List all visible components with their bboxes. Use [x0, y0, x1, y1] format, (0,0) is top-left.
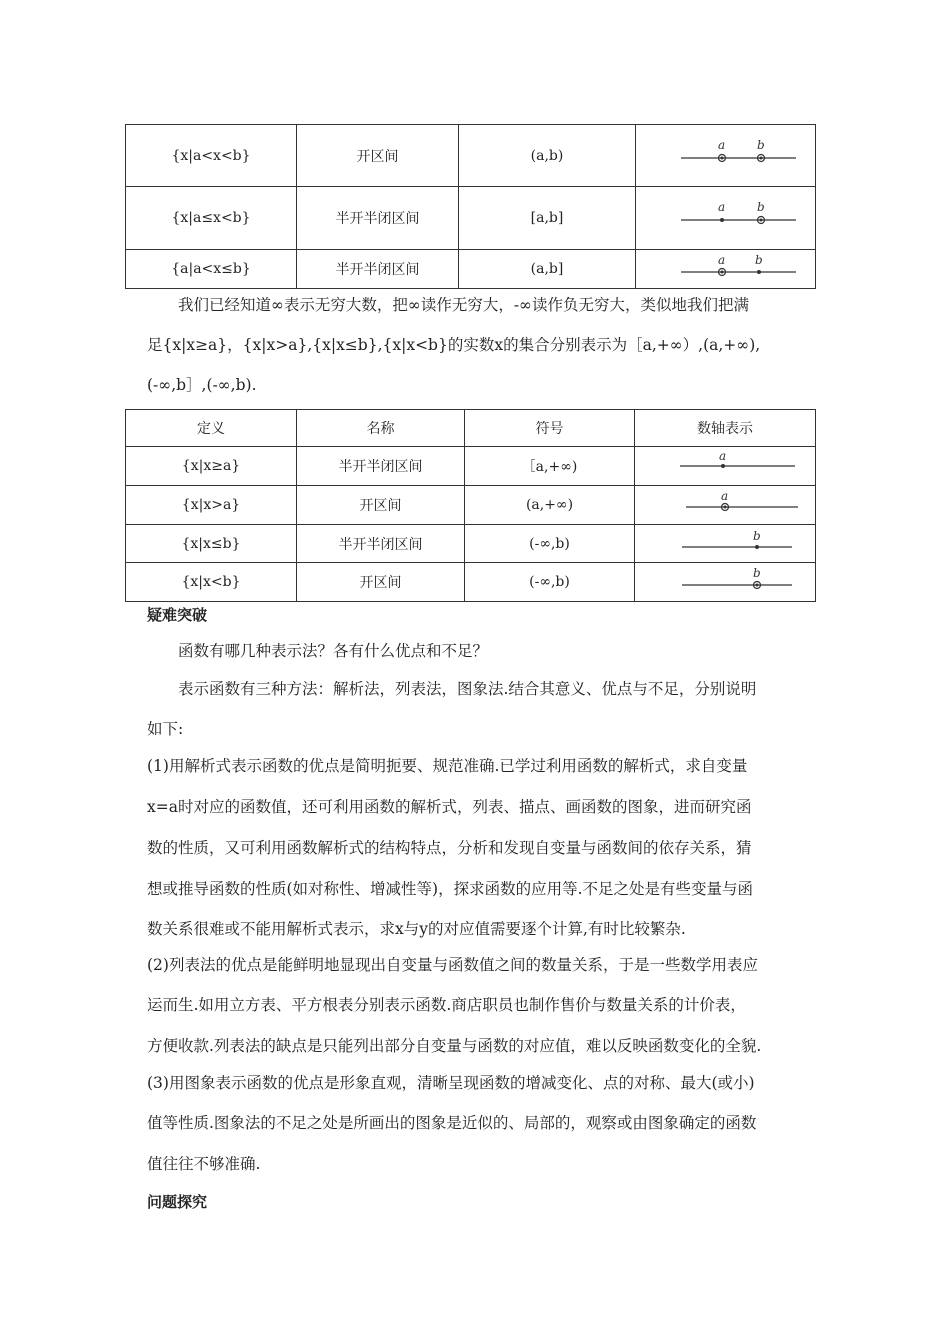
number-line-x-le-b — [650, 529, 800, 559]
name-cell: 开区间 — [297, 486, 465, 525]
name-cell: 半开半闭区间 — [297, 447, 465, 486]
symbol-cell: (-∞,b) — [465, 525, 635, 563]
axis-label-a: a — [717, 253, 725, 267]
axis-label-a: a — [717, 137, 725, 152]
number-line-open-ab — [651, 136, 801, 176]
name-cell: 半开半闭区间 — [297, 187, 459, 250]
infinity-paragraph-line-3: (-∞,b］,(-∞,b). — [147, 376, 257, 394]
interval-table-2 — [125, 409, 816, 602]
axis-label-a: a — [719, 451, 727, 463]
graph-method-line: 值往往不够准确. — [147, 1155, 261, 1173]
number-line-cell — [635, 563, 816, 602]
definition-cell: {x|x≤b} — [126, 525, 297, 563]
table-row — [126, 187, 816, 250]
definition-cell: {x|a≤x<b} — [126, 187, 297, 250]
number-line-cell — [635, 447, 816, 486]
table-row — [126, 250, 816, 289]
definition-cell: {x|x<b} — [126, 563, 297, 602]
name-cell: 开区间 — [297, 125, 459, 187]
axis-label-b: b — [754, 253, 763, 267]
symbol-cell: (-∞,b) — [465, 563, 635, 602]
axis-label-b: b — [753, 528, 761, 543]
analytic-method-line: 想或推导函数的性质(如对称性、增减性等)，探求函数的应用等.不足之处是有些变量与函 — [147, 880, 754, 898]
header-name: 名称 — [297, 410, 465, 447]
number-line-cell — [636, 125, 816, 187]
analytic-method-line: 数关系很难或不能用解析式表示，求x与y的对应值需要逐个计算,有时比较繁杂. — [147, 920, 686, 938]
number-line-cell — [635, 525, 816, 563]
number-line-cell — [636, 250, 816, 289]
intro-line-2: 如下: — [147, 720, 184, 738]
axis-label-b: b — [756, 137, 765, 152]
symbol-cell: [a,b] — [459, 187, 636, 250]
number-line-half-closed-ab — [651, 252, 801, 286]
symbol-cell: (a,+∞) — [465, 486, 635, 525]
number-line-half-open-ab — [651, 198, 801, 238]
number-line-x-lt-b — [650, 567, 800, 597]
infinity-paragraph-line-1: 我们已经知道∞表示无穷大数，把∞读作无穷大，-∞读作负无穷大，类似地我们把满 — [178, 296, 749, 314]
section-heading-difficulties: 疑难突破 — [147, 606, 208, 624]
name-cell: 开区间 — [297, 563, 465, 602]
intro-line-1: 表示函数有三种方法：解析法，列表法，图象法.结合其意义、优点与不足，分别说明 — [178, 680, 757, 698]
table-row — [126, 447, 816, 486]
name-cell: 半开半闭区间 — [297, 525, 465, 563]
table-method-line: 运而生.如用立方表、平方根表分别表示函数.商店职员也制作售价与数量关系的计价表， — [147, 996, 746, 1014]
analytic-method-line: (1)用解析式表示函数的优点是简明扼要、规范准确.已学过利用函数的解析式，求自变量 — [147, 757, 748, 775]
definition-cell: {x|x>a} — [126, 486, 297, 525]
analytic-method-line: x=a时对应的函数值，还可利用函数的解析式，列表、描点、画函数的图象，进而研究函 — [147, 798, 752, 816]
table-header-row — [126, 410, 816, 447]
graph-method-line: (3)用图象表示函数的优点是形象直观，清晰呈现函数的增减变化、点的对称、最大(或小) — [147, 1074, 755, 1092]
number-line-cell — [635, 486, 816, 525]
table-method-line: 方便收款.列表法的缺点是只能列出部分自变量与函数的对应值，难以反映函数变化的全貌. — [147, 1037, 762, 1055]
definition-cell: {x|a<x<b} — [126, 125, 297, 187]
table-method-line: (2)列表法的优点是能鲜明地显现出自变量与函数值之间的数量关系，于是一些数学用表应 — [147, 956, 758, 974]
definition-cell: {x|x≥a} — [126, 447, 297, 486]
analytic-method-line: 数的性质，又可利用函数解析式的结构特点，分析和发现自变量与函数间的依存关系，猜 — [147, 839, 752, 857]
section-heading-exploration: 问题探究 — [147, 1193, 208, 1211]
graph-method-line: 值等性质.图象法的不足之处是所画出的图象是近似的、局部的，观察或由图象确定的函数 — [147, 1114, 757, 1132]
definition-cell: {a|a<x≤b} — [126, 250, 297, 289]
name-cell: 半开半闭区间 — [297, 250, 459, 289]
axis-label-a: a — [717, 200, 725, 214]
table-row — [126, 125, 816, 187]
axis-label-b: b — [753, 567, 761, 580]
interval-table-1 — [125, 124, 816, 289]
table-row — [126, 525, 816, 563]
header-symbol: 符号 — [465, 410, 635, 447]
header-definition: 定义 — [126, 410, 297, 447]
number-line-cell — [636, 187, 816, 250]
table-row — [126, 486, 816, 525]
symbol-cell: ［a,+∞) — [465, 447, 635, 486]
axis-label-b: b — [756, 200, 765, 214]
symbol-cell: (a,b) — [459, 125, 636, 187]
question-text: 函数有哪几种表示法？各有什么优点和不足？ — [178, 642, 489, 660]
number-line-x-ge-a — [650, 451, 800, 481]
infinity-paragraph-line-2: 足{x|x≥a}，{x|x>a},{x|x≤b},{x|x<b}的实数x的集合分别表示为［a,+∞）,(a,+∞), — [147, 336, 761, 354]
table-row — [126, 563, 816, 602]
axis-label-a: a — [721, 490, 729, 503]
number-line-x-gt-a — [650, 490, 800, 520]
symbol-cell: (a,b] — [459, 250, 636, 289]
header-number-line: 数轴表示 — [635, 410, 816, 447]
